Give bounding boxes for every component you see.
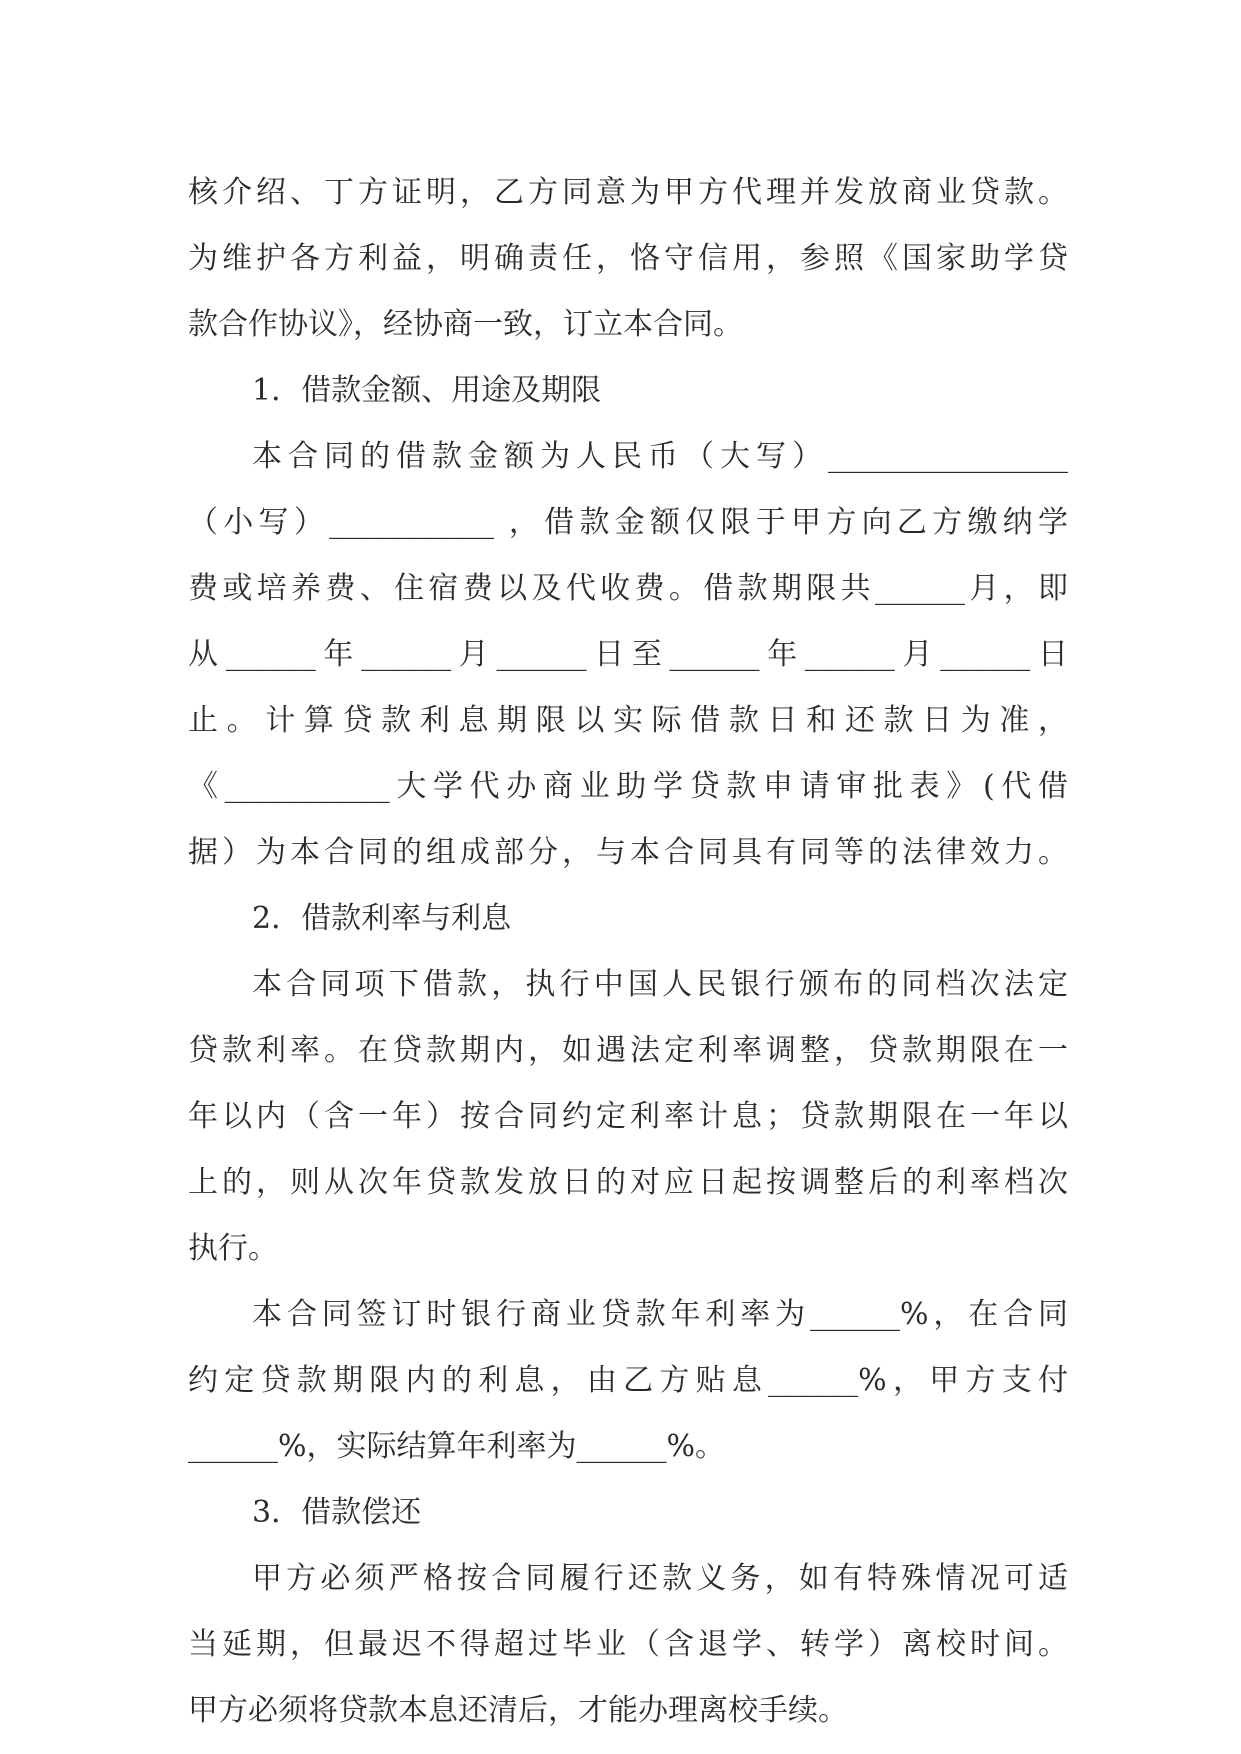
- text-line: 甲方必须严格按合同履行还款义务，如有特殊情况可适: [252, 1561, 1068, 1596]
- text-line: 核介绍、丁方证明，乙方同意为甲方代理并发放商业贷款。: [188, 175, 1068, 210]
- text-line: 约定贷款期限内的利息，由乙方贴息______%，甲方支付: [188, 1363, 1068, 1398]
- section-heading-2: 2．借款利率与利息: [252, 901, 512, 936]
- text-line: 据）为本合同的组成部分，与本合同具有同等的法律效力。: [188, 835, 1068, 870]
- text-line: 款合作协议》，经协商一致，订立本合同。: [188, 307, 743, 342]
- text-line: 当延期，但最迟不得超过毕业（含退学、转学）离校时间。: [188, 1627, 1068, 1662]
- text-line: 上的，则从次年贷款发放日的对应日起按调整后的利率档次: [188, 1165, 1068, 1200]
- text-line: 本合同项下借款，执行中国人民银行颁布的同档次法定: [252, 967, 1068, 1002]
- document-body: [188, 160, 1068, 1744]
- text-line: 本合同的借款金额为人民币（大写）________________: [252, 439, 1068, 474]
- text-line: 从______年______月______日至______年______月______日: [188, 637, 1068, 672]
- text-line: 《___________大学代办商业助学贷款申请审批表》(代借: [188, 769, 1068, 804]
- section-heading-3: 3．借款偿还: [252, 1495, 422, 1530]
- text-line: 甲方必须将贷款本息还清后，才能办理离校手续。: [188, 1693, 848, 1728]
- text-line: 费或培养费、住宿费以及代收费。借款期限共______月，即: [188, 571, 1068, 606]
- text-line: 为维护各方利益，明确责任，恪守信用，参照《国家助学贷: [188, 241, 1068, 276]
- text-line: 贷款利率。在贷款期内，如遇法定利率调整，贷款期限在一: [188, 1033, 1068, 1068]
- text-line: ______%，实际结算年利率为______%。: [188, 1429, 726, 1464]
- text-line: 年以内（含一年）按合同约定利率计息；贷款期限在一年以: [188, 1099, 1068, 1134]
- text-line: （小写）___________ ，借款金额仅限于甲方向乙方缴纳学: [188, 505, 1068, 540]
- text-line: 止。计算贷款利息期限以实际借款日和还款日为准，: [188, 703, 1068, 738]
- text-line: 本合同签订时银行商业贷款年利率为______%，在合同: [252, 1297, 1068, 1332]
- text-line: 执行。: [188, 1231, 278, 1266]
- section-heading-1: 1．借款金额、用途及期限: [252, 373, 602, 408]
